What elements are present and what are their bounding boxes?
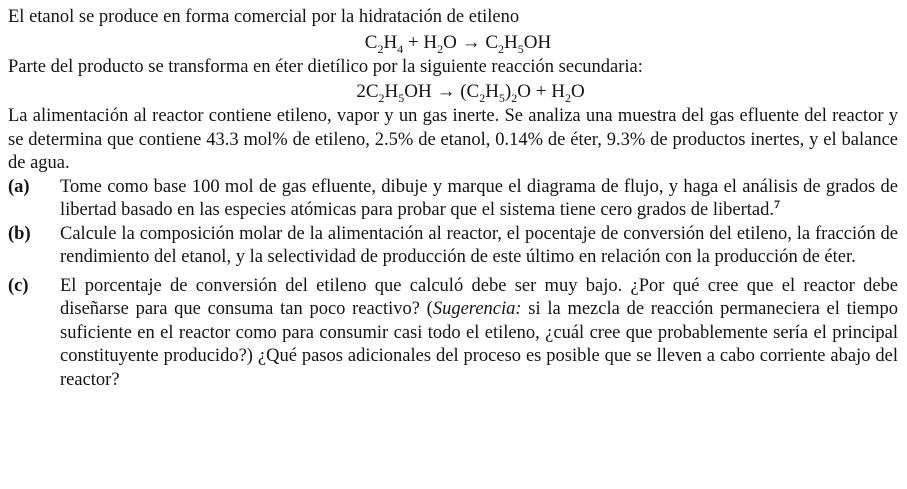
intro-text: El etanol se produce en forma comercial por la hidratación de etileno [8, 7, 520, 27]
eq2-coef: 2C [356, 81, 379, 102]
problem-statement [8, 6, 898, 392]
eq2-paren-open: (C [460, 81, 480, 102]
question-b-text: Calcule la composición molar de la alimentación al reactor, el pocentaje de conversión del etileno, la fracción de rendimiento del etanol, y la selectividad de producción de este último en relación con la producción de éter. [60, 223, 898, 267]
hydration-equation [8, 30, 898, 56]
question-a-text [60, 176, 898, 223]
eq1-arrow: → [456, 31, 486, 53]
question-a [8, 176, 898, 223]
footnote-marker: 7 [774, 197, 781, 211]
eq2-h2: H [551, 81, 565, 102]
question-c-body-start: El porcentaje de conversión del etileno que calculó debe ser muy bajo. ¿Por qué cree que el reactor debe diseñarse para que consuma tan poco reactivo? ( [60, 275, 898, 319]
eq2-o: O [570, 81, 585, 102]
eq1-sub: 5 [517, 41, 524, 56]
eq2-paren-close: ) [504, 81, 512, 102]
secondary-reaction-text: Parte del producto se transforma en éter dietílico por la siguiente reacción secundaria: [8, 56, 643, 77]
question-b-label: (b) [8, 223, 31, 244]
eq1-sub: 2 [498, 41, 505, 56]
eq2-sub: 2 [479, 90, 486, 105]
eq1-product-h: H [504, 31, 518, 53]
eq1-sub: 2 [377, 41, 384, 56]
eq2-sub: 2 [378, 90, 385, 105]
eq2-h: H [485, 81, 499, 102]
eq2-sub: 2 [511, 90, 518, 105]
ether-equation [8, 79, 898, 105]
eq1-h: H [383, 31, 398, 53]
question-b [8, 223, 898, 270]
hint-label: Sugerencia: [432, 299, 522, 319]
eq1-product-oh: OH [523, 31, 552, 53]
question-c-body-end: si la mezcla de reacción permaneciera el tiempo suficiente en el reactor como para consumir casi todo el etileno, ¿cuál cree que probablemente sería el principal constituyente producido?) ¿Qué pasos adicionales del proceso es posible que se lleven a cabo corriente abajo del reactor? [60, 299, 898, 390]
eq1-sub: 2 [437, 41, 444, 56]
eq2-arrow: → [431, 81, 461, 102]
question-a-body: Tome como base 100 mol de gas efluente, dibuje y marque el diagrama de flujo, y haga el análisis de grados de libertad basado en las especies atómicas para probar que el sistema tiene cero grados de libertad. [60, 176, 898, 220]
question-a-label: (a) [8, 176, 30, 197]
question-c-label: (c) [8, 275, 29, 296]
eq2-oh: OH [404, 81, 432, 102]
description-text: La alimentación al reactor contiene etileno, vapor y un gas inerte. Se analiza una muestra del gas efluente del reactor y se determina que contiene 43.3 mol% de etileno, 2.5% de etanol, 0.14% de éter, 9.3% de productos inertes, y el balance de agua. [8, 106, 898, 173]
eq1-sub: 4 [397, 41, 404, 56]
eq1-product-c: C [485, 31, 499, 53]
eq1-h2: H [423, 31, 438, 53]
eq1-c: C [364, 31, 378, 53]
eq2-plus: + [530, 81, 552, 102]
question-c-text [60, 275, 898, 393]
eq2-sub: 2 [564, 90, 571, 105]
eq2-sub: 5 [498, 90, 505, 105]
eq1-o: O [443, 31, 457, 53]
eq2-sub: 5 [398, 90, 405, 105]
question-c [8, 275, 898, 393]
eq1-plus: + [403, 31, 424, 53]
eq2-o: O [517, 81, 531, 102]
eq2-h: H [384, 81, 399, 102]
